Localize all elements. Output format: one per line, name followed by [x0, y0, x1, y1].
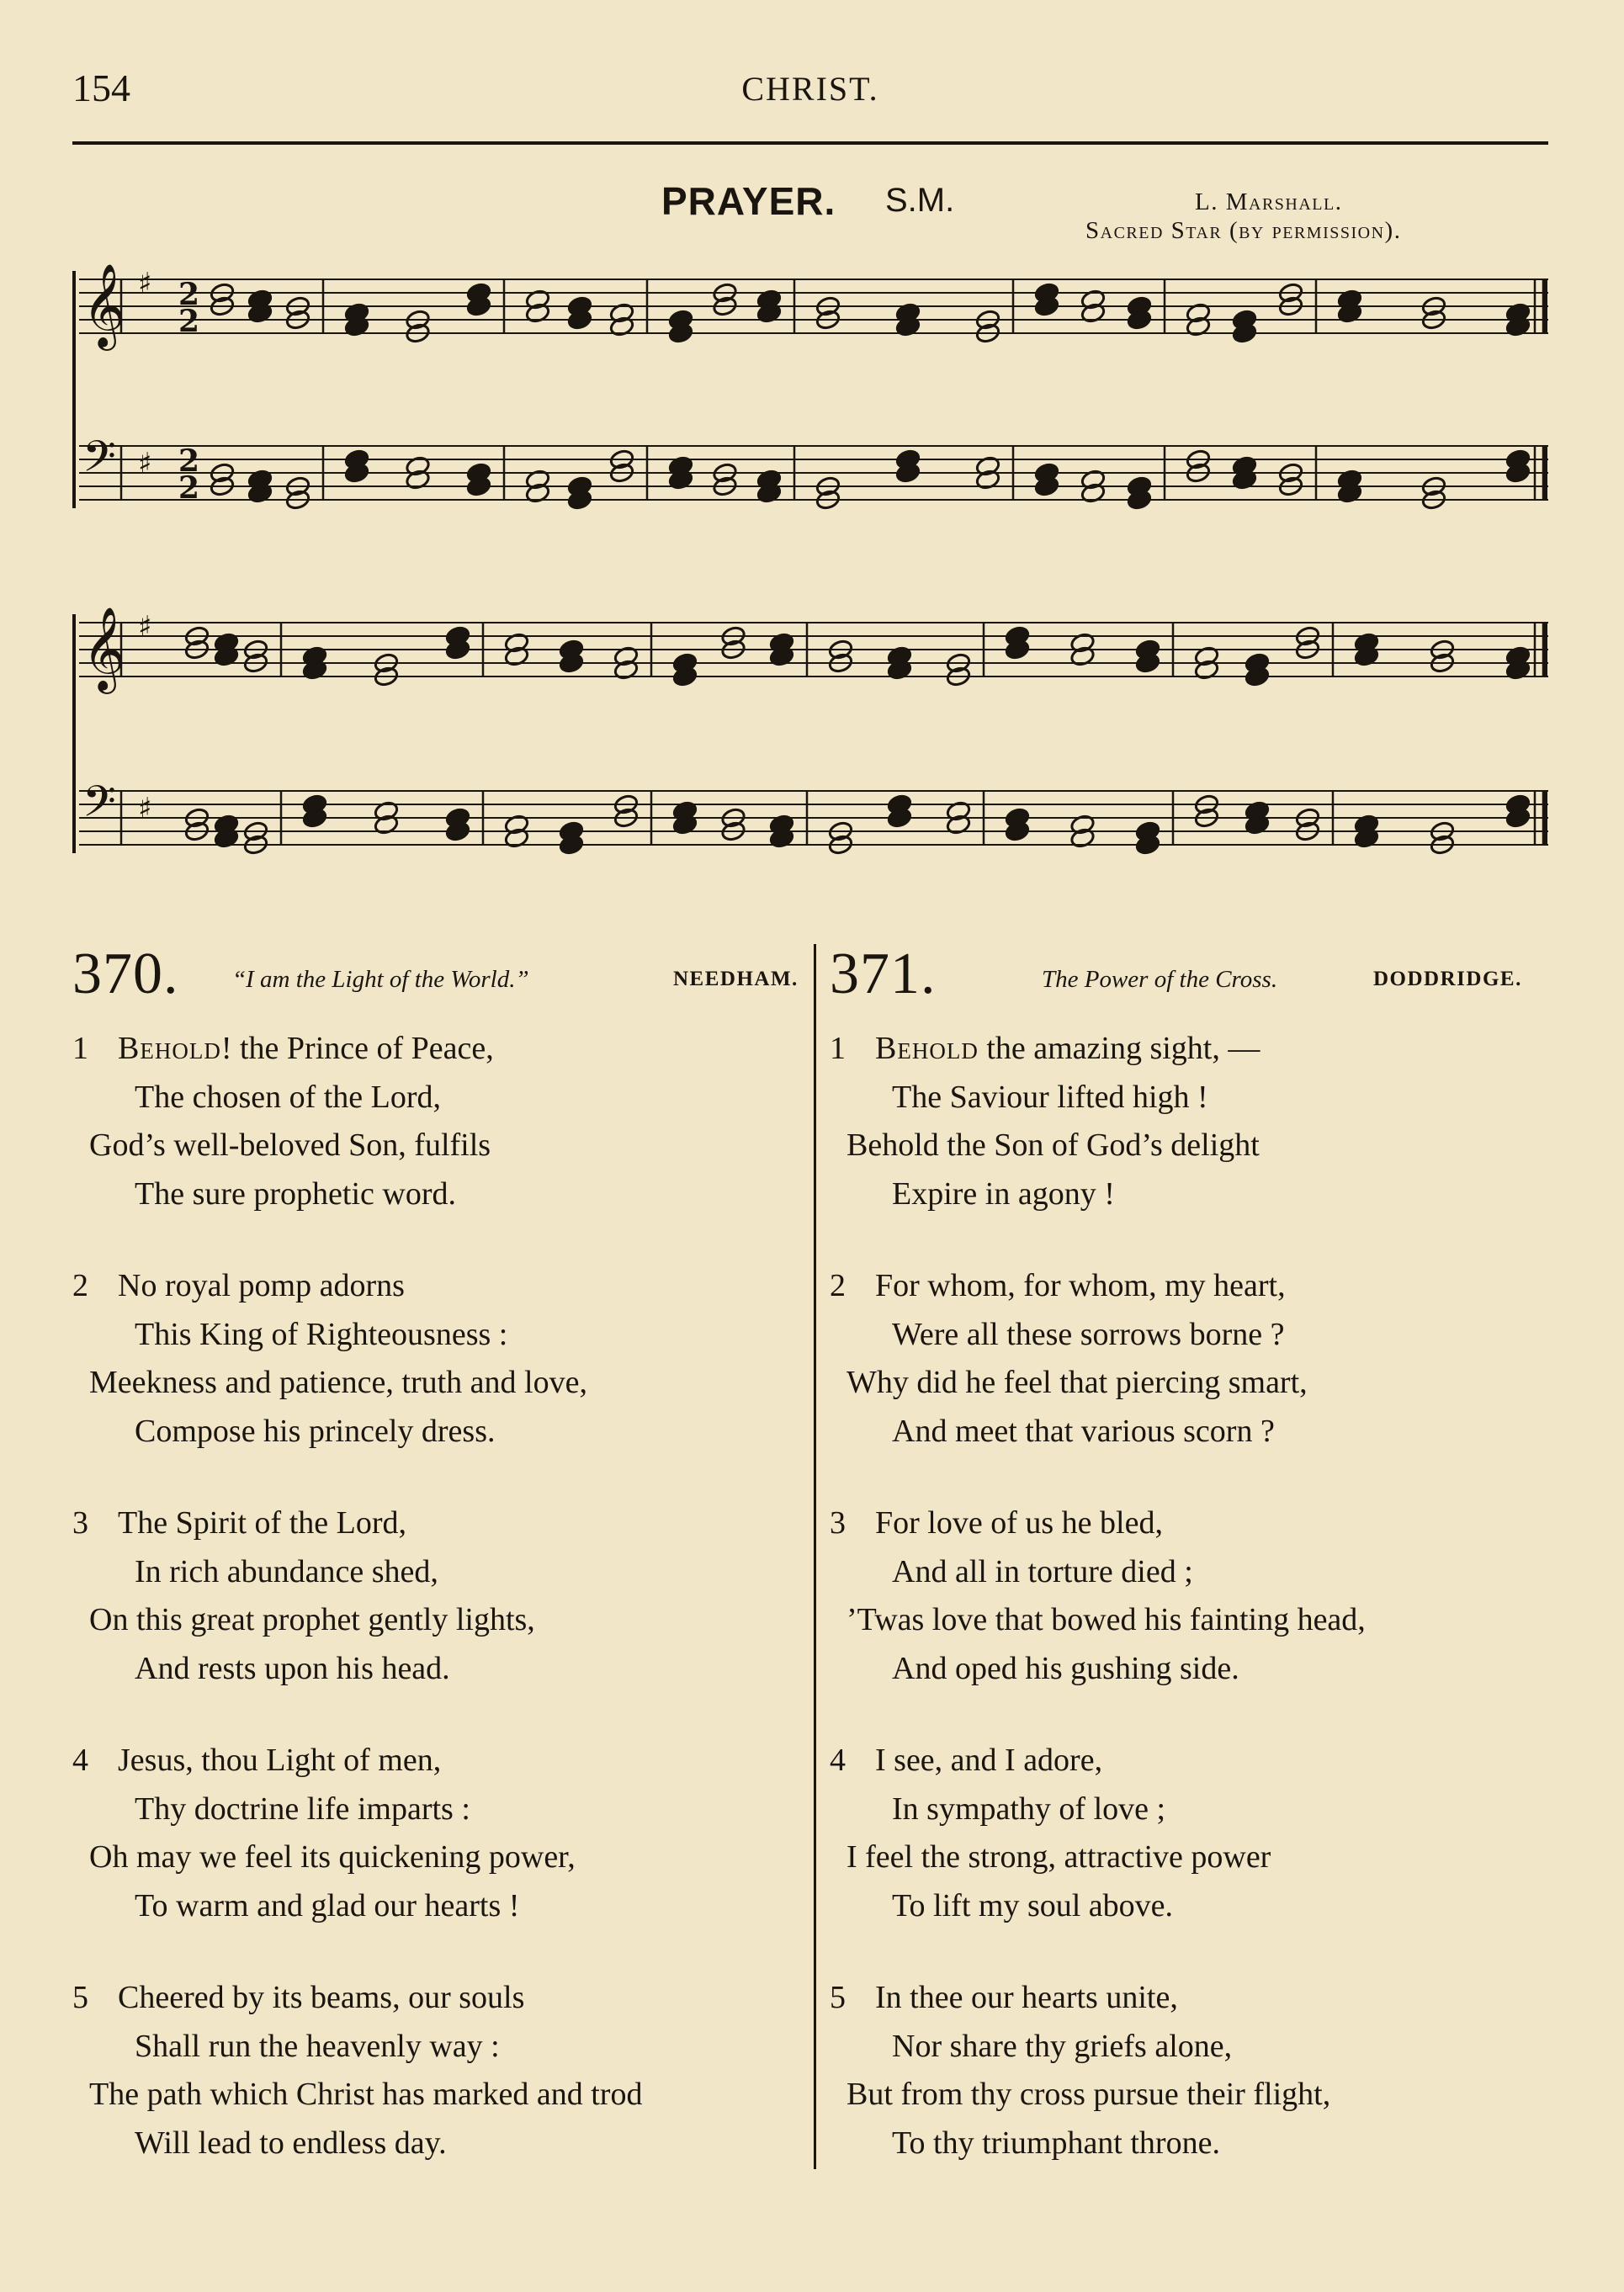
- verse-line: [72, 1785, 804, 1834]
- verse-line: [72, 1074, 804, 1122]
- stanza: [72, 1737, 804, 1930]
- verse-line: [830, 1737, 1553, 1785]
- hymn-number: 370.: [72, 942, 179, 1006]
- verse-line: [72, 2071, 804, 2120]
- verse-line: [830, 1025, 1553, 1074]
- verse-line: [72, 1408, 804, 1456]
- verse-line: [72, 1737, 804, 1785]
- bass-clef-icon: 𝄢: [82, 431, 116, 492]
- line-text: Nor share thy griefs alone,: [892, 2028, 1233, 2064]
- line-text: The sure prophetic word.: [135, 1175, 456, 1212]
- line-text: I feel the strong, attractive power: [846, 1839, 1271, 1875]
- stanza: [72, 1025, 804, 1218]
- line-text: But from thy cross pursue their flight,: [846, 2077, 1331, 2112]
- stanza-number: 4: [72, 1743, 88, 1778]
- time-signature-icon: 2: [178, 470, 200, 506]
- hymn-header: [830, 941, 1553, 1025]
- key-signature-sharp-icon: ♯: [138, 610, 152, 644]
- stanza-number: 2: [72, 1268, 88, 1303]
- line-text: Why did he feel that piercing smart,: [846, 1365, 1308, 1400]
- line-text: And rests upon his head.: [135, 1650, 450, 1686]
- music-score: [71, 252, 1552, 926]
- line-text: In thee our hearts unite,: [875, 1980, 1178, 2015]
- treble-clef-icon: 𝄞: [82, 263, 125, 348]
- stanza-number: 1: [72, 1031, 88, 1066]
- hymn-subtitle: The Power of the Cross.: [1042, 966, 1278, 993]
- verse-line: [830, 2120, 1553, 2168]
- tune-source: Sacred Star (by permission).: [1085, 217, 1402, 244]
- line-text: Shall run the heavenly way :: [135, 2028, 500, 2064]
- hymn-number: 371.: [830, 942, 937, 1006]
- line-text: To lift my soul above.: [892, 1887, 1174, 1923]
- stanza-number: 3: [830, 1505, 846, 1541]
- time-signature-icon: 2: [178, 443, 200, 479]
- line-text: The chosen of the Lord,: [135, 1079, 442, 1115]
- key-signature-sharp-icon: ♯: [138, 267, 152, 300]
- line-text: No royal pomp adorns: [118, 1268, 405, 1303]
- verse-line: [830, 1311, 1553, 1360]
- line-text: This King of Righteousness :: [135, 1316, 508, 1352]
- line-text: Behold the Son of God’s delight: [846, 1127, 1260, 1163]
- stanza-number: 2: [830, 1268, 846, 1303]
- stanza: [72, 1262, 804, 1456]
- verse-line: [830, 1548, 1553, 1597]
- first-word: Behold: [875, 1031, 979, 1066]
- line-text: Thy doctrine life imparts :: [135, 1791, 470, 1827]
- hymn-author: DODDRIDGE.: [1373, 968, 1522, 990]
- line-text: Jesus, thou Light of men,: [118, 1743, 442, 1778]
- verse-line: [830, 1499, 1553, 1548]
- verse-line: [72, 1122, 804, 1170]
- verse-line: [830, 1833, 1553, 1882]
- verse-line: [72, 1499, 804, 1548]
- hymn-371: [830, 941, 1553, 2211]
- line-text: In sympathy of love ;: [892, 1791, 1166, 1827]
- verse-line: [72, 1359, 804, 1408]
- line-text: Cheered by its beams, our souls: [118, 1980, 525, 2015]
- stanza: [830, 1974, 1553, 2167]
- verse-line: [72, 1645, 804, 1694]
- line-text: The Spirit of the Lord,: [118, 1505, 406, 1541]
- verse-line: [830, 1408, 1553, 1456]
- verse-line: [830, 1170, 1553, 1219]
- running-title: CHRIST.: [741, 70, 879, 108]
- verse-line: [72, 2023, 804, 2072]
- key-signature-sharp-icon: ♯: [138, 792, 152, 825]
- stanza: [72, 1974, 804, 2167]
- verse-line: [72, 1882, 804, 1931]
- running-head: [72, 66, 1548, 116]
- verse-line: [72, 1311, 804, 1360]
- verse-line: [72, 1025, 804, 1074]
- verse-line: [72, 1974, 804, 2023]
- stanza-number: 5: [72, 1980, 88, 2015]
- verse-line: [72, 1596, 804, 1645]
- verse-line: [72, 1833, 804, 1882]
- line-text: God’s well-beloved Son, fulfils: [89, 1127, 491, 1163]
- stanza: [830, 1737, 1553, 1930]
- stanza: [830, 1025, 1553, 1218]
- bass-clef-icon: 𝄢: [82, 776, 116, 837]
- stanza: [830, 1262, 1553, 1456]
- line-text: Oh may we feel its quickening power,: [89, 1839, 576, 1875]
- verse-line: [72, 1548, 804, 1597]
- line-text: For love of us he bled,: [875, 1505, 1163, 1541]
- time-signature-icon: 2: [178, 304, 200, 339]
- column-divider: [814, 944, 816, 2169]
- treble-clef-icon: 𝄞: [82, 607, 125, 691]
- stanza-list: [830, 1025, 1553, 2167]
- verse-line: [830, 1074, 1553, 1122]
- hymn-subtitle: “I am the Light of the World.”: [232, 966, 529, 993]
- first-word: Behold: [118, 1031, 221, 1066]
- stanza-number: 4: [830, 1743, 846, 1778]
- line-text: The path which Christ has marked and trod: [89, 2077, 643, 2112]
- tune-meter: S.M.: [885, 182, 955, 219]
- line-text: Expire in agony !: [892, 1175, 1115, 1212]
- stanza: [72, 1499, 804, 1693]
- verse-line: [830, 1882, 1553, 1931]
- hymn-author: NEEDHAM.: [673, 968, 799, 990]
- verse-line: [830, 1974, 1553, 2023]
- line-text: On this great prophet gently lights,: [89, 1602, 535, 1637]
- line-text: Will lead to endless day.: [135, 2125, 447, 2161]
- line-text: ! the Prince of Peace,: [220, 1031, 494, 1066]
- time-signature-icon: 2: [178, 277, 200, 312]
- verse-line: [830, 2071, 1553, 2120]
- header-rule: [72, 141, 1548, 145]
- line-text: And all in torture died ;: [892, 1553, 1193, 1589]
- stanza-number: 5: [830, 1980, 846, 2015]
- stanza-number: 3: [72, 1505, 88, 1541]
- line-text: Compose his princely dress.: [135, 1413, 496, 1449]
- line-text: To thy triumphant throne.: [892, 2125, 1220, 2161]
- tune-title: PRAYER.: [661, 179, 836, 223]
- line-text: Meekness and patience, truth and love,: [89, 1365, 587, 1400]
- verse-line: [72, 1170, 804, 1219]
- line-text: I see, and I adore,: [875, 1743, 1103, 1778]
- stanza: [830, 1499, 1553, 1693]
- verse-line: [72, 2120, 804, 2168]
- line-text: For whom, for whom, my heart,: [875, 1268, 1286, 1303]
- line-text: And meet that various scorn ?: [892, 1413, 1275, 1449]
- hymn-header: [72, 941, 804, 1025]
- verse-line: [830, 1645, 1553, 1694]
- stanza-number: 1: [830, 1031, 846, 1066]
- verse-line: [830, 1262, 1553, 1311]
- verse-line: [830, 2023, 1553, 2072]
- tune-composer: L. Marshall.: [1195, 188, 1343, 215]
- page-number: 154: [72, 66, 130, 109]
- line-text: ’Twas love that bowed his fainting head,: [846, 1602, 1366, 1637]
- line-text: Were all these sorrows borne ?: [892, 1316, 1285, 1352]
- hymn-370: [72, 941, 804, 2211]
- key-signature-sharp-icon: ♯: [138, 447, 152, 480]
- verse-line: [830, 1359, 1553, 1408]
- line-text: To warm and glad our hearts !: [135, 1887, 520, 1923]
- verse-line: [72, 1262, 804, 1311]
- line-text: In rich abundance shed,: [135, 1553, 438, 1589]
- line-text: The Saviour lifted high !: [892, 1079, 1208, 1115]
- verse-line: [830, 1596, 1553, 1645]
- verse-line: [830, 1785, 1553, 1834]
- line-text: the amazing sight, —: [978, 1031, 1260, 1066]
- verse-line: [830, 1122, 1553, 1170]
- stanza-list: [72, 1025, 804, 2167]
- line-text: And oped his gushing side.: [892, 1650, 1239, 1686]
